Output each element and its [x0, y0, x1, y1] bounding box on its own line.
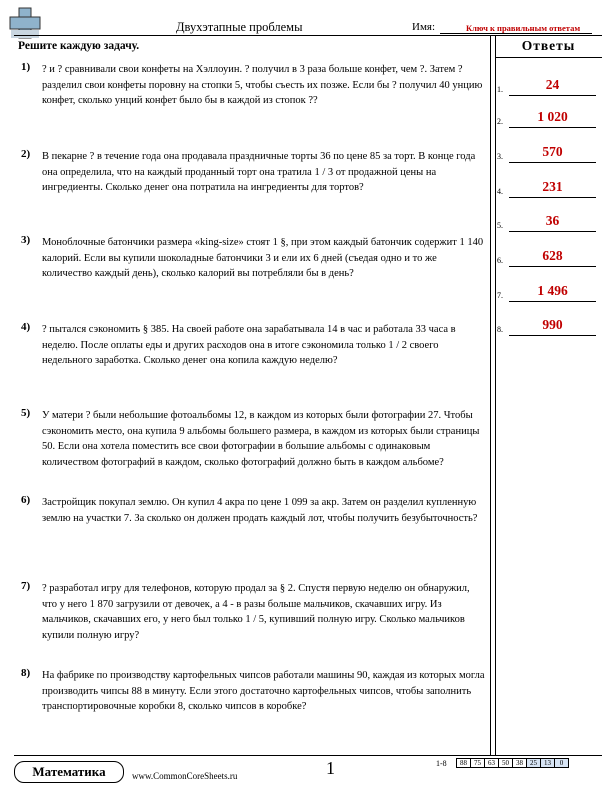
answer-row: [497, 98, 602, 128]
problem-text: В пекарне ? в течение года она продавала праздничные торты 36 по цене 85 за торт. В конце года она определила, что на каждый проданный торт она тратила 1 / 3 от продажной цены на ингредиенты. Сколько денег она потратила на ингредиенты для тортов?: [42, 151, 476, 193]
answer-value: 24: [545, 77, 560, 92]
problem-number: 7): [21, 580, 31, 592]
answer-line: [509, 197, 596, 198]
answer-row: [497, 66, 602, 96]
answer-line: [509, 127, 596, 128]
answer-row: [497, 202, 602, 232]
score-cell: 13: [541, 759, 555, 768]
answer-number: 2.: [497, 117, 503, 126]
answer-value: 990: [542, 317, 563, 332]
score-cell: 75: [471, 759, 485, 768]
score-range-label: 1-8: [436, 759, 447, 768]
answer-number: 8.: [497, 325, 503, 334]
answer-key-label: Ключ к правильным ответам: [466, 23, 581, 33]
answer-value: 231: [542, 179, 563, 194]
answer-value: 36: [545, 213, 560, 228]
answer-number: 7.: [497, 291, 503, 300]
answer-line: [509, 266, 596, 267]
problem-number: 8): [21, 667, 31, 679]
problem-number: 6): [21, 494, 31, 506]
problem-number: 1): [21, 61, 31, 73]
problem-text: ? разработал игру для телефонов, которую продал за § 2. Спустя первую неделю он обнаружил, что у него 1 870 загрузили от девочек, а 4 - в разы больше мальчиков, скачавших игру. Из мальчиков, скачавших его, у него был только 1 / 5, купивший полную игру. Сколько мальчиков купили полную игру?: [42, 583, 470, 641]
answer-number: 3.: [497, 152, 503, 161]
instructions: Решите каждую задачу.: [18, 40, 140, 52]
site-url: www.CommonCoreSheets.ru: [132, 771, 238, 781]
answer-row: [497, 133, 602, 163]
answer-row: [497, 168, 602, 198]
problem-text: Застройщик покупал землю. Он купил 4 акра по цене 1 099 за акр. Затем он разделил купленную землю на участки 7. За сколько он должен продать каждый лот, чтобы получить безубыточность?: [42, 497, 478, 524]
worksheet-title: Двухэтапные проблемы: [176, 20, 303, 34]
answer-number: 5.: [497, 221, 503, 230]
score-cell: 88: [457, 759, 471, 768]
answer-line: [509, 335, 596, 336]
answer-row: [497, 237, 602, 267]
score-cell: 50: [499, 759, 513, 768]
problem-number: 4): [21, 321, 31, 333]
answer-value: 628: [542, 248, 563, 263]
answer-number: 6.: [497, 256, 503, 265]
answer-number: 1.: [497, 85, 503, 94]
score-cell: 0: [555, 759, 569, 768]
answer-value: 1 496: [537, 283, 568, 298]
answer-value: 570: [542, 144, 563, 159]
page-number: 1: [326, 758, 335, 778]
footer-rule: [14, 755, 602, 756]
answer-column-divider: [495, 35, 496, 755]
answer-value: 1 020: [537, 109, 568, 124]
answer-line: [509, 301, 596, 302]
answer-row: [497, 306, 602, 336]
answer-line: [509, 231, 596, 232]
problem-number: 2): [21, 148, 31, 160]
score-table: [456, 758, 569, 768]
problem-text: ? и ? сравнивали свои конфеты на Хэллоуин. ? получил в 3 раза больше конфет, чем ?. Затем ? разделил свои конфеты поровну на стопки 5, чтобы съесть их позже. Если бы ? получил 40 унцию конфет, сколько унций конфет было бы в каждой из стопок ??: [42, 64, 483, 106]
answer-line: [509, 95, 596, 96]
name-label: Имя:: [412, 21, 436, 33]
answer-column-divider: [490, 35, 491, 755]
answers-heading-rule: [495, 57, 602, 58]
problem-text: На фабрике по производству картофельных чипсов работали машины 90, каждая из которых могла производить чипсы 88 в минуту. Если этого достаточно картофельных чипсов, чтобы заполнить транспортировочные коробки 8, сколько чипсов в коробке?: [42, 670, 485, 712]
problem-text: У матери ? были небольшие фотоальбомы 12, в каждом из которых были фотографии 27. Чтобы сэкономить место, она купила 9 альбомы большего размера, в каждом из которых были страницы 50. Если она хотела поместить все свои фотографии в большие альбомы с одинаковым количеством фотографий в каждом, сколько фотографий должно быть в каждом альбоме?: [42, 410, 480, 468]
problem-text: Моноблочные батончики размера «king-size» стоят 1 §, при этом каждый батончик содержит 1 140 калорий. Если вы купили шоколадные батончики 3 и ели их 6 дней (съедая одно и то же количество каждый день), сколько калорий вы потребляли бы в день?: [42, 237, 484, 279]
answers-heading: Ответы: [521, 38, 576, 53]
problem-text: ? пытался сэкономить § 385. На своей работе она зарабатывала 14 в час и работала 33 часа в неделю. После оплаты еды и других расходов она в итоге сэкономила только 1 / 2 своего недельного заработка. Сколько денег она копила каждую неделю?: [42, 324, 456, 366]
score-cell: 25: [527, 759, 541, 768]
answer-row: [497, 272, 602, 302]
score-cell: 38: [513, 759, 527, 768]
score-cell: 63: [485, 759, 499, 768]
answer-number: 4.: [497, 187, 503, 196]
name-line: [440, 33, 592, 34]
subject-badge: Математика: [14, 761, 124, 783]
problem-number: 3): [21, 234, 31, 246]
answer-line: [509, 162, 596, 163]
header-rule: [14, 35, 602, 36]
problem-number: 5): [21, 407, 31, 419]
